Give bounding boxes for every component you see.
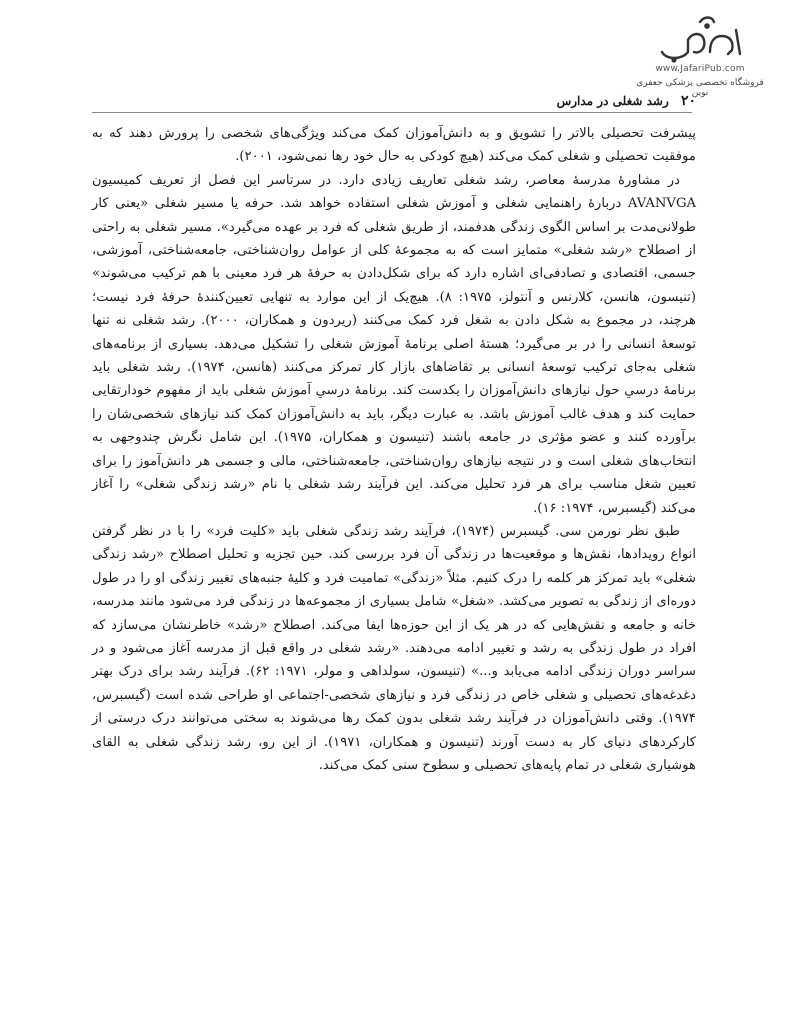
publisher-logo-icon	[652, 14, 748, 66]
paragraph-2: در مشاورهٔ مدرسهٔ معاصر، رشد شغلی تعاریف زیادی دارد. در سرتاسر این فصل از تعریف کمیسیون AVANVGA دربارهٔ راهنمایی شغلی و آموزش شغلی استفاده خواهد شد. حرفه یا مسیر شغلی «یعنی کار طولانی‌مدت بر اساس الگوی زندگی هدفمند، از طریق شغلی که فرد بر عهده می‌گیرد». مسیر شغلی به راحتی از اصطلاح «رشد شغلی» متمایز است که به مجموعهٔ کلی از عوامل روان‌شناختی، جامعه‌شناختی، آموزشی، جسمی، اقتصادی و تصادفی‌ای اشاره دارد که برای شکل‌دادن به حرفهٔ هر فرد معینی با هم ترکیب می‌شوند» (تنیسون، هانسن، کلارنس و آنتولز، ۱۹۷۵: ۸). هیچ‌یک از این موارد به تنهایی تعیین‌کنندهٔ حرفهٔ فرد نیست؛ هرچند، در مجموع به شکل دادن به شغل فرد کمک می‌کنند (ریردون و همکاران، ۲۰۰۰). رشد شغلی نه تنها توسعهٔ انسانی را در بر می‌گیرد؛ هستهٔ اصلی برنامهٔ آموزش شغلی را تشکیل می‌دهد. بسیاری از برنامه‌های شغلی به‌جای ترکیب توسعهٔ انسانی بر تقاضاهای بازار کار تمرکز می‌کنند (هانسن، ۱۹۷۴). رشد شغلی باید برنامهٔ درسیِ حول نیازهای دانش‌آموزان را یکدست کند. برنامهٔ درسیِ آموزش شغلی باید از مفهوم خودارتقایی حمایت کند و هدف غالب آموزش باشد. به عبارت دیگر، باید به دانش‌آموزان کمک کند نیازهای شخصی‌شان را برآورده کنند و عضو مؤثری در جامعه باشند (تنیسون و همکاران، ۱۹۷۵). این شامل نگرش چندوجهی به انتخاب‌های شغلی است و در نتیجه نیازهای روان‌شناختی، جامعه‌شناختی، مالی و جسمی هر دانش‌آموز را برای تعیین شغل مناسب برای هر فرد تحلیل می‌کند. این فرآیند رشد شغلی با نام «رشد زندگی شغلی» را آغاز می‌کند (گیسبرس، ۱۹۷۴: ۱۶).	[92, 172, 697, 516]
paragraph-3: طبق نظر نورمن سی. گیسبرس (۱۹۷۴)، فرآیند رشد زندگی شغلی باید «کلیت فرد» را با در نظر گرفتن انواع رویدادها، نقش‌ها و موقعیت‌ها در زندگی آن فرد بررسی کند. حین تجزیه و تحلیل اصطلاح «رشد زندگی شغلی» باید تمرکز هر کلمه را درک کنیم. مثلاً «زندگی» تمامیت فرد و کلیهٔ جنبه‌های تغییر زندگی او را در طول دوره‌ای از زندگی به تصویر می‌کشد. «شغل» شامل بسیاری از مجموعه‌ها در زندگی فرد می‌شود مانند مدرسه، خانه و جامعه و نقش‌هایی که در هر یک از این حوزه‌ها ایفا می‌کند. اصطلاح «رشد» خاطرنشان می‌سازد که افراد در طول زندگی به رشد و تغییر ادامه می‌دهند. «رشد شغلی در واقع قبل از مدرسه آغاز می‌شود و در سراسر دوران زندگی ادامه می‌یابد و...» (تنیسون، سولداهی و مولر، ۱۹۷۱: ۶۲). فرآیند رشد برای درک بهتر دغدغه‌های تحصیلی و شغلی خاص در زندگی فرد و نیازهای شخصی-اجتماعی او طراحی شده است (گیسبرس، ۱۹۷۴). وقتی دانش‌آموزان در فرآیند رشد شغلی بدون کمک رها می‌شوند به سختی می‌توانند درک درستی از کارکردهای دنیای کار به دست آورند (تنیسون و همکاران، ۱۹۷۱). از این رو، رشد زندگی شغلی به القای هوشیاری شغلی در تمام پایه‌های تحصیلی و سطوح سنی کمک می‌کند.	[92, 523, 696, 773]
header-divider	[92, 112, 692, 113]
paragraph-1: پیشرفت تحصیلی بالاتر را تشویق و به دانش‌آموزان کمک می‌کند ویژگی‌های شخصی را پرورش دهند که به موفقیت تحصیلی و شغلی کمک می‌کند (هیچ کودکی به حال خود رها نمی‌شود، ۲۰۰۱).	[92, 126, 696, 165]
body-text	[92, 122, 696, 777]
running-head	[557, 93, 696, 109]
publisher-logo[interactable]	[630, 14, 770, 98]
publisher-url[interactable]: www.JafariPub.com	[655, 64, 745, 74]
page-number: ۲۰	[680, 93, 696, 109]
publisher-tagline: فروشگاه تخصصی پزشکی جعفری نوین	[636, 78, 764, 98]
running-title: رشد شغلی در مدارس	[556, 94, 669, 108]
